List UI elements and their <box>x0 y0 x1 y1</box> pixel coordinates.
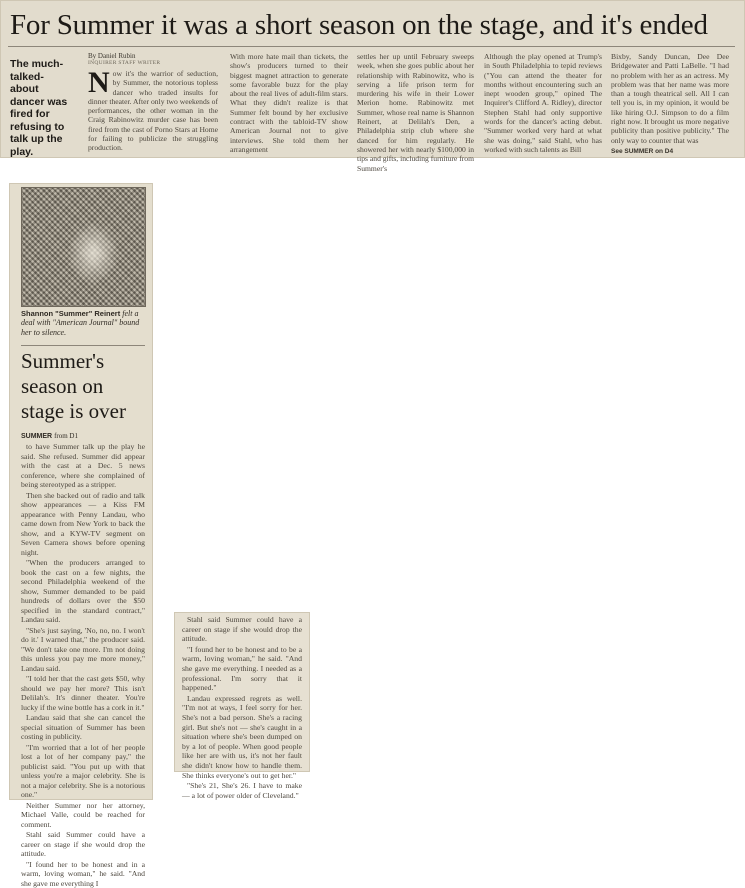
continuation-body <box>21 442 145 797</box>
paragraph: Stahl said Summer could have a career on stage if she would drop the attitude. <box>21 830 145 859</box>
caption-name: Shannon "Summer" Reinert <box>21 309 120 318</box>
article-column-3 <box>357 52 474 154</box>
paragraph: "She's 21, She's 26. I have to make — a lot of power older of Cleveland." <box>182 781 302 800</box>
caption-rule <box>21 345 145 346</box>
jump-reference: See SUMMER on D4 <box>611 147 729 156</box>
paragraph: Stahl said Summer could have a career on stage if she would drop the attitude. <box>182 615 302 644</box>
paragraph: "I found her to be honest and to be a warm, loving woman," he said. "And she gave me everything. I needed as a professional. I'm sorry that it happened." <box>182 645 302 693</box>
column-5-text: Bixby, Sandy Duncan, Dee Dee Bridgewater and Patti LaBelle. "I had no problem with her as an actress. My problem was that her name was more than a tough theatrical sell. All I can tell you is, in my opinion, it would be like hiring O.J. Simpson to do a film right now. It brought us more negative publicity than positive publicity." The only way to counter that was <box>611 52 729 145</box>
top-clipping <box>0 0 745 158</box>
article-column-5 <box>611 52 729 154</box>
drop-cap: N <box>88 70 110 96</box>
paragraph: "She's just saying, 'No, no, no. I won't do it.' I warned that," the producer said. "We don't take one more. I'm not doing this unless you pay me more money," Landau said. <box>21 626 145 674</box>
column-4-text: Although the play opened at Trump's in South Philadelphia to tepid reviews ("You can attend the theater for months without encountering such an inept wooden group," opined The Inquirer's Clifford A. Ridley), director Stephen Stahl had only supportive words for the dancer's acting debut. "Summer worked very hard at what she was doing," said Stahl, who has worked with such talents as Bill <box>484 52 602 154</box>
column-1-text: ow it's the warrior of seduction, by Summer, the notorious topless dancer who traded insults for dinner theater. After only two weekends of performances, the other woman in the Craig Rabinowitz murder case has been fired from the cast of Porno Stars at Home for failing to publicize the struggling production. <box>88 69 218 152</box>
byline-title: INQUIRER STAFF WRITER <box>88 60 218 67</box>
paragraph: "I'm worried that a lot of her people lost a lot of her company pay," the publicist said. "You put up with that unless you're a major celebrity. She is not a major celebrity. She is a notorious one." <box>21 743 145 800</box>
photo-caption <box>21 309 145 337</box>
deck: The much-talked-about dancer was fired for refusing to talk up the play. <box>10 58 72 158</box>
continuation-headline: Summer's season on stage is over <box>21 349 145 424</box>
article-column-1 <box>88 52 218 154</box>
headline: For Summer it was a short season on the stage, and it's ended <box>10 8 735 42</box>
paragraph: Neither Summer nor her attorney, Michael Valle, could be reached for comment. <box>21 801 145 830</box>
caption-text: felt a deal with "American Journal" bound her to silence. <box>21 309 139 337</box>
paragraph: to have Summer talk up the play he said. She refused. Summer did appear with the cast at a Dec. 5 news conference, where she complained of being stereotyped as a stripper. <box>21 442 145 490</box>
final-body <box>182 615 302 769</box>
paragraph: Landau expressed regrets as well. "I'm not at ways, I feel sorry for her. She's not a bad person. She's a racing girl. But she's not — she's caught in a situation where she's been dumped on by a lot of people. When good people like her are with us, it's not her fault she didn't know how to handle them. She thinks everyone's out to get her." <box>182 694 302 780</box>
paragraph: "I found her to be honest and in a warm, loving woman," he said. "And she gave me everything I <box>21 860 145 888</box>
article-column-2 <box>230 52 348 154</box>
portrait-photo <box>21 187 146 307</box>
paragraph: Then she backed out of radio and talk show appearances — a Kiss FM appearance with Penny Landau, who came down from New York to back the show, and a KYW-TV segment on Seven Camera shows before opening night. <box>21 491 145 558</box>
headline-rule <box>8 46 735 47</box>
byline: By Daniel Rubin <box>88 52 218 60</box>
paragraph: "When the producers arranged to book the cast on a few nights, the second Philadelphia weekend of the show, Summer demanded to be paid hundreds of dollars over the $50 specified in the standard contract," Landau said. <box>21 558 145 625</box>
column-3-text: settles her up until February sweeps week, when she goes public about her relationship with Rabinowitz, who is serving a life prison term for murdering his wife in their Lower Merion home. Rabinowitz met Summer, whose real name is Shannon Reinert, at Delilah's Den, a Philadelphia strip club where she danced for him regularly. He showered her with nearly $100,000 in tips and gifts, including furniture from Summer's <box>357 52 474 173</box>
jump-line <box>21 432 145 440</box>
paragraph: Landau said that she can cancel the special situation of Summer has been costing in publicity. <box>21 713 145 742</box>
final-clipping <box>174 612 310 772</box>
article-column-4 <box>484 52 602 154</box>
continuation-clipping <box>9 183 153 800</box>
column-2-text: With more hate mail than tickets, the show's producers turned to their biggest magnet attraction to generate some favorable buzz for the play about the real lives of adult-film stars. What they didn't realize is that Summer felt bound by her exclusive contract with the tabloid-TV show American Journal not to give interviews. She told them her arrangement <box>230 52 348 154</box>
paragraph: "I told her that the cast gets $50, why should we pay her more? This isn't Delilah's. It's dinner theater. You're lucky if the wine bottle has a cork in it." <box>21 674 145 712</box>
jump-label: SUMMER <box>21 433 52 440</box>
jump-from: from D1 <box>54 432 78 440</box>
